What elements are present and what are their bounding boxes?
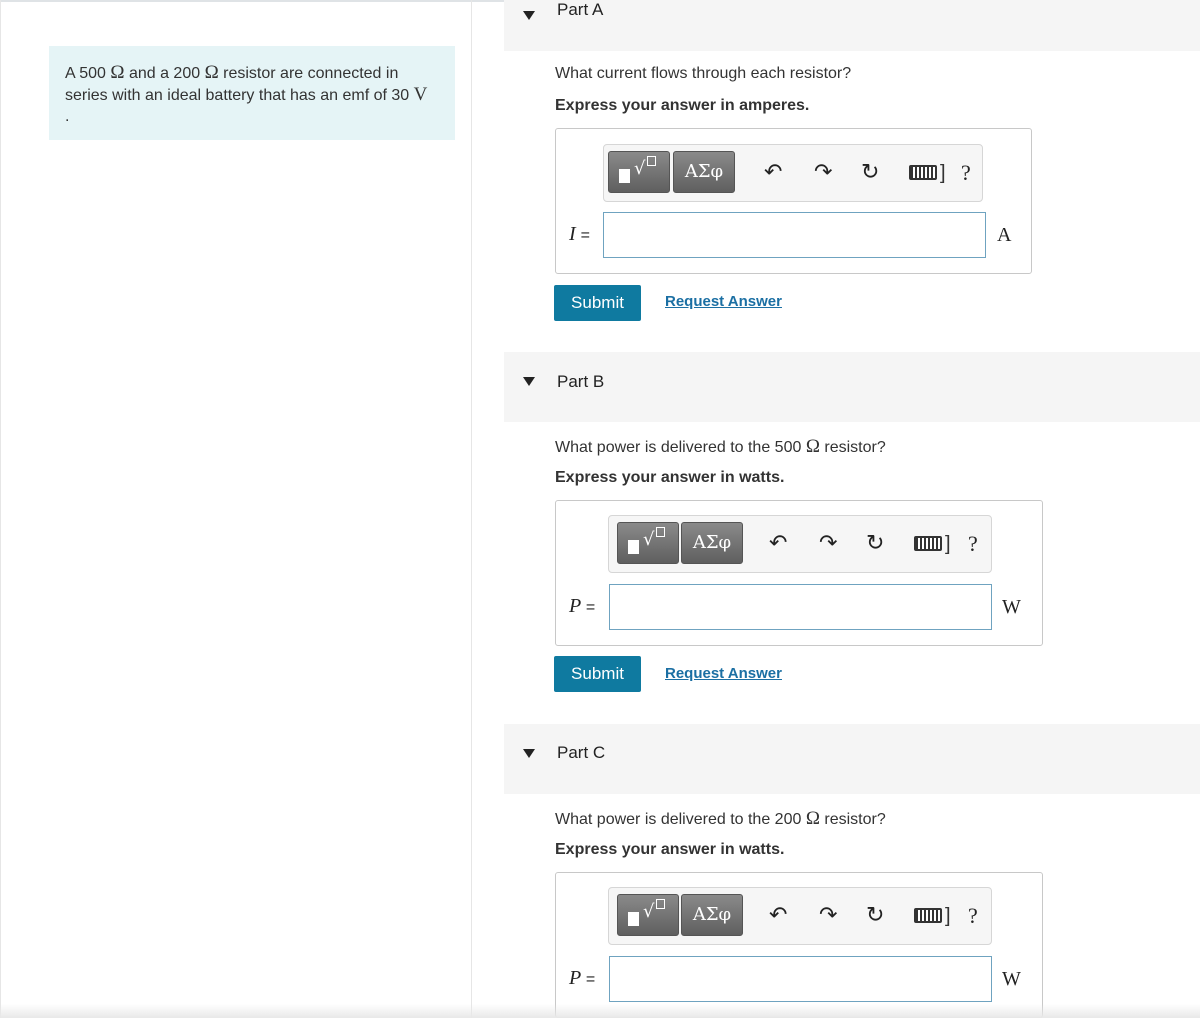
help-button[interactable]: ?: [961, 160, 971, 185]
unit-label: W: [1002, 596, 1021, 618]
fraction-icon: [647, 156, 656, 166]
keyboard-bracket: ]: [940, 162, 946, 184]
answer-box: [555, 128, 1032, 274]
help-button[interactable]: ?: [968, 531, 978, 556]
undo-icon[interactable]: ↶: [764, 160, 783, 185]
sqrt-icon: √: [643, 529, 655, 550]
reset-icon[interactable]: ↻: [866, 903, 885, 928]
answer-input[interactable]: [609, 956, 992, 1002]
greek-symbols-button[interactable]: ΑΣφ: [673, 151, 735, 193]
greek-symbols-button[interactable]: ΑΣφ: [681, 522, 743, 564]
ohm-symbol: Ω: [204, 62, 219, 83]
redo-icon[interactable]: ↷: [819, 903, 838, 928]
template-square-icon: [619, 169, 630, 183]
undo-icon[interactable]: ↶: [769, 531, 788, 556]
variable-label: I =: [569, 223, 591, 245]
request-answer-link[interactable]: Request Answer: [665, 293, 782, 310]
ohm-symbol: Ω: [805, 436, 820, 457]
undo-icon[interactable]: ↶: [769, 903, 788, 928]
question-text: What power is delivered to the 200 Ω resistor?: [555, 808, 886, 829]
template-square-icon: [628, 540, 639, 554]
math-toolbar: [608, 515, 992, 573]
variable-label: P =: [569, 967, 596, 989]
unit-label: W: [1002, 968, 1021, 990]
collapse-triangle-icon[interactable]: [523, 377, 535, 386]
fraction-icon: [656, 527, 665, 537]
submit-button[interactable]: Submit: [554, 656, 641, 692]
answer-input[interactable]: [609, 584, 992, 630]
answer-box: [555, 500, 1043, 646]
collapse-triangle-icon[interactable]: [523, 749, 535, 758]
keyboard-icon[interactable]: [914, 908, 942, 923]
keyboard-bracket: ]: [945, 905, 951, 927]
ohm-symbol: Ω: [805, 808, 820, 829]
greek-symbols-button[interactable]: ΑΣφ: [681, 894, 743, 936]
answer-box: [555, 872, 1043, 1018]
instruction-text: Express your answer in watts.: [555, 841, 785, 858]
answer-input[interactable]: [603, 212, 986, 258]
request-answer-link[interactable]: Request Answer: [665, 665, 782, 682]
part-b-header[interactable]: [504, 352, 1200, 422]
part-title: Part A: [557, 0, 604, 19]
template-square-icon: [628, 912, 639, 926]
keyboard-icon[interactable]: [909, 165, 937, 180]
bottom-scroll-edge: [0, 1004, 1200, 1018]
templates-button[interactable]: [608, 151, 670, 193]
question-text: What power is delivered to the 500 Ω resistor?: [555, 436, 886, 457]
reset-icon[interactable]: ↻: [861, 160, 880, 185]
part-c-header[interactable]: [504, 724, 1200, 794]
part-a-header[interactable]: [504, 0, 1200, 51]
submit-button[interactable]: Submit: [554, 285, 641, 321]
instruction-text: Express your answer in watts.: [555, 469, 785, 486]
part-title: Part C: [557, 743, 606, 762]
sqrt-icon: √: [643, 901, 655, 922]
math-toolbar: [603, 144, 983, 202]
keyboard-bracket: ]: [945, 533, 951, 555]
sqrt-icon: √: [634, 158, 646, 179]
left-column: [0, 0, 472, 1018]
problem-statement: A 500 Ω and a 200 Ω resistor are connected in series with an ideal battery that has an emf of 30 V .: [49, 46, 455, 140]
templates-button[interactable]: [617, 522, 679, 564]
unit-label: A: [997, 224, 1012, 246]
keyboard-icon[interactable]: [914, 536, 942, 551]
help-button[interactable]: ?: [968, 903, 978, 928]
variable-label: P =: [569, 595, 596, 617]
ohm-symbol: Ω: [110, 62, 125, 83]
instruction-text: Express your answer in amperes.: [555, 97, 810, 114]
redo-icon[interactable]: ↷: [819, 531, 838, 556]
templates-button[interactable]: [617, 894, 679, 936]
question-text: What current flows through each resistor?: [555, 65, 852, 82]
redo-icon[interactable]: ↷: [814, 160, 833, 185]
volt-unit: V: [413, 84, 428, 105]
reset-icon[interactable]: ↻: [866, 531, 885, 556]
part-title: Part B: [557, 372, 605, 391]
math-toolbar: [608, 887, 992, 945]
fraction-icon: [656, 899, 665, 909]
collapse-triangle-icon[interactable]: [523, 11, 535, 20]
